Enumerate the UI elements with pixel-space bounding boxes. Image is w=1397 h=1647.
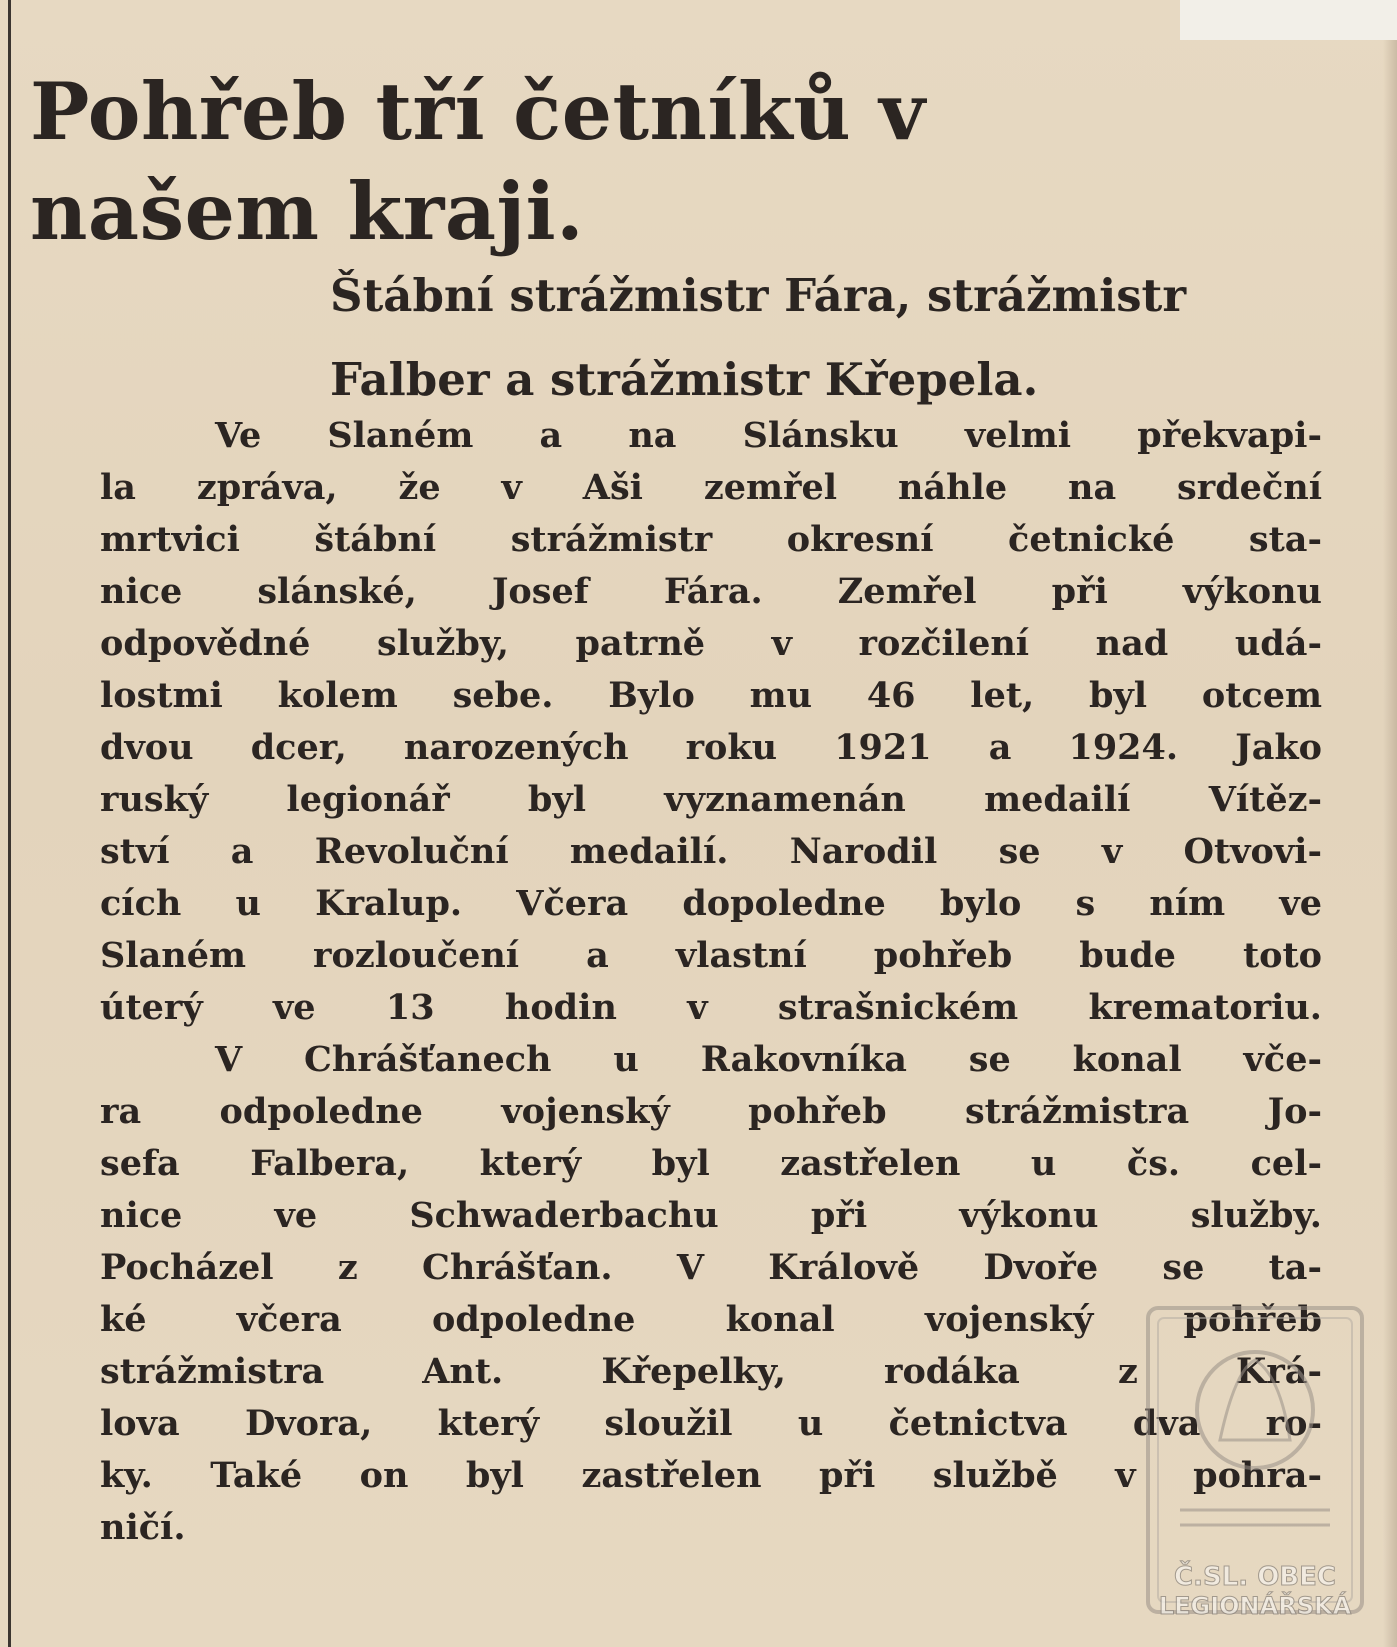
- article-line: nice slánské, Josef Fára. Zemřel při výkonu: [100, 571, 1322, 612]
- article-line: dvou dcer, narozených roku 1921 a 1924. Jako: [100, 727, 1322, 768]
- article-line: lova Dvora, který sloužil u četnictva dva ro-: [100, 1403, 1322, 1444]
- article-line: la zpráva, že v Aši zemřel náhle na srdeční: [100, 467, 1322, 508]
- headline: Pohřeb tří četníků v našem kraji.: [30, 65, 926, 258]
- article-line: ničí.: [100, 1507, 186, 1548]
- article-line: nice ve Schwaderbachu při výkonu služby.: [100, 1195, 1322, 1236]
- subheadline-line-1: Štábní strážmistr Fára, strážmistr: [330, 269, 1187, 322]
- article-line: Ve Slaném a na Slánsku velmi překvapi-: [215, 415, 1322, 456]
- paper-edge: [1383, 40, 1397, 1647]
- article-line: Slaném rozloučení a vlastní pohřeb bude toto: [100, 935, 1322, 976]
- article-line: V Chrášťanech u Rakovníka se konal vče-: [215, 1039, 1322, 1080]
- article-line: ství a Revoluční medailí. Narodil se v Otvovi-: [100, 831, 1322, 872]
- article-line: ruský legionář byl vyznamenán medailí Vítěz-: [100, 779, 1322, 820]
- article-line: strážmistra Ant. Křepelky, rodáka z Krá-: [100, 1351, 1322, 1392]
- article-line: mrtvici štábní strážmistr okresní četnické sta-: [100, 519, 1322, 560]
- article-line: sefa Falbera, který byl zastřelen u čs. cel-: [100, 1143, 1322, 1184]
- watermark-text: LEGIONÁŘSKÁ: [1158, 1592, 1352, 1620]
- article-line: cích u Kralup. Včera dopoledne bylo s ním ve: [100, 883, 1322, 924]
- watermark-text: Č.SL. OBEC: [1174, 1562, 1336, 1592]
- article-line: úterý ve 13 hodin v strašnickém krematoriu.: [100, 987, 1322, 1028]
- subheadline-line-2: Falber a strážmistr Křepela.: [330, 353, 1039, 406]
- article-line: odpovědné služby, patrně v rozčilení nad udá-: [100, 623, 1322, 664]
- article-line: ké včera odpoledne konal vojenský pohřeb: [100, 1299, 1322, 1340]
- article-line: Pocházel z Chrášťan. V Králově Dvoře se ta-: [100, 1247, 1322, 1288]
- article-line: ra odpoledne vojenský pohřeb strážmistra Jo-: [100, 1091, 1322, 1132]
- column-rule: [8, 0, 11, 1647]
- article-line: lostmi kolem sebe. Bylo mu 46 let, byl otcem: [100, 675, 1322, 716]
- article-line: ky. Také on byl zastřelen při službě v pohra-: [100, 1455, 1322, 1496]
